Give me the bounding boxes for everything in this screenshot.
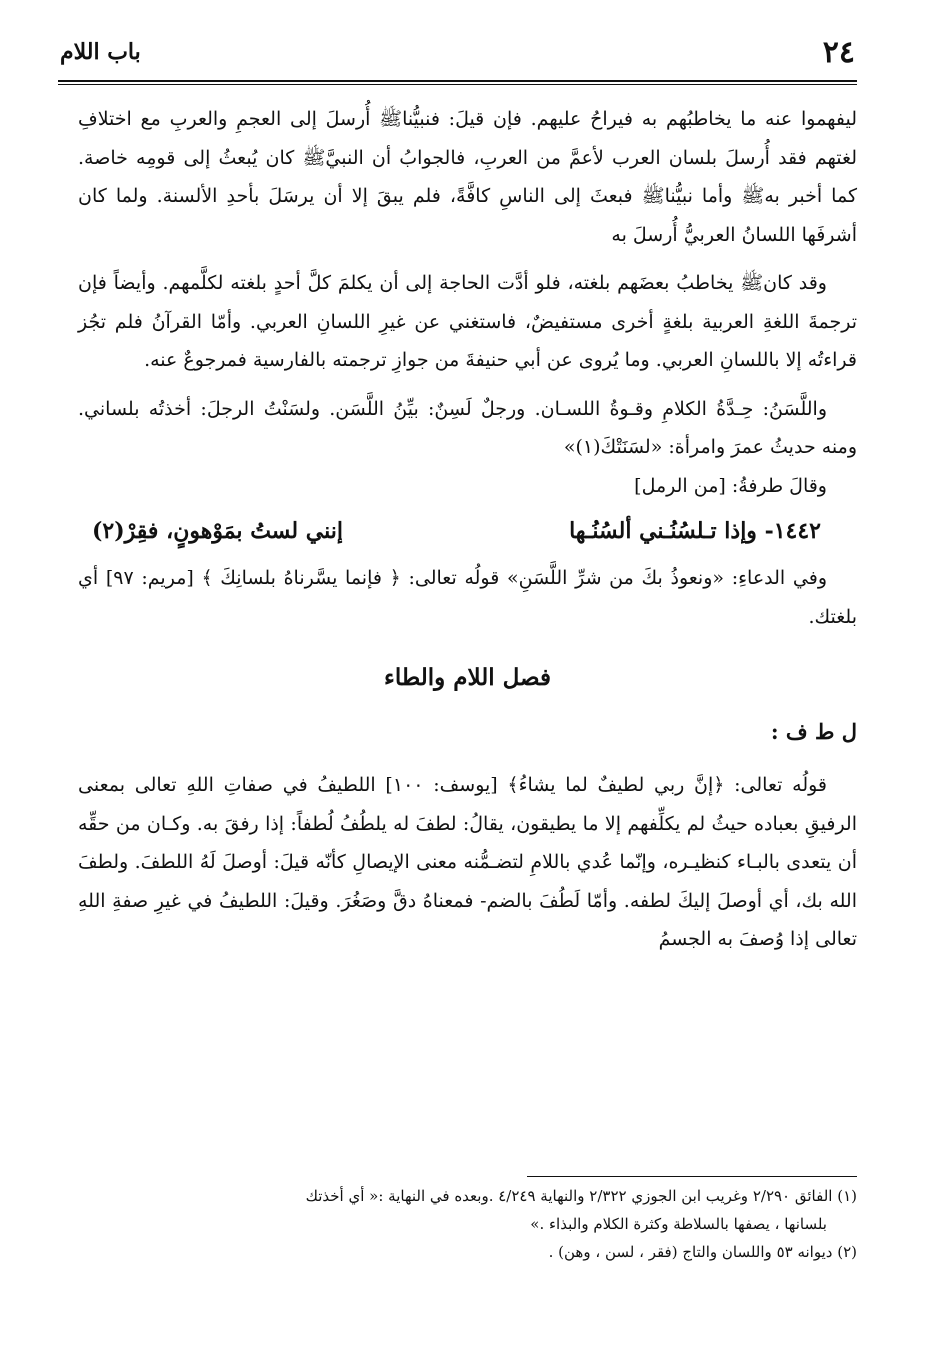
paragraph-2: وقد كانﷺ يخاطبُ بعضَهم بلغته، فلو أدَّت الحاجة إلى أن يكلمَ كلَّ أحدٍ بلغته لكلَّمهم. وأيضاً فإن ترجمةَ اللغةِ العربية بلغةٍ أخرى مستفيضٌ، فاستغني عن غيرِ اللسانِ العربي. وأمّا القرآنُ فلم تجُز قراءتُه إلا باللسانِ العربي. وما يُروى عن أبي حنيفةَ من جوازِ ترجمته بالفارسية فمرجوعٌ عنه. (78, 272, 857, 371)
verse-second-hemistich: إنني لستُ بمَوْهونٍ، فقِرْ(٢) (92, 518, 343, 544)
paragraph-5: قولُه تعالى: ﴿إنَّ ربي لطيفٌ لما يشاءُ﴾ [يوسف: ١٠٠] اللطيفُ في صفاتِ اللهِ تعالى بمعنى الرفيقِ بعباده حيثُ لم يكلِّفهم إلا ما يطيقون، يقالُ: لطفَ له يلطُفُ لُطفاً: إذا رفقَ به. وكـان من حقِّه أن يتعدى بالبـاء كنظيـره، وإنّما عُدي باللامِ لتضـمُّنه معنى الإيصالِ كأنّه قيلَ: أوصلَ لَهُ اللطفَ. ولطفَ الله بك، أي أوصلَ إليكَ لطفه. وأمّا لَطُفَ بالضم- فمعناهُ دقَّ وصَغُرَ. وقيلَ: اللطيفُ في غيرِ صفةِ اللهِ تعالى إذا وُصفَ به الجسمُ (78, 774, 857, 950)
root-heading: ل ط ف : (770, 719, 857, 744)
page-header (60, 30, 855, 74)
verse-first-hemistich: ١٤٤٢- وإذا تـلسُنُـني ألسُنُـها (569, 518, 821, 544)
header-rule-thin (58, 84, 857, 85)
main-text (78, 100, 857, 959)
poetry-verse (78, 511, 857, 551)
footnotes (78, 1182, 857, 1266)
footnote-1-continued: بلسانها ، يصفها بالسلاطة وكثرة الكلام والبذاء .» (530, 1215, 827, 1233)
footnote-1: (١) الفائق ٢/٢٩٠ وغريب ابن الجوزي ٢/٣٢٢ والنهاية ٤/٢٤٩ .وبعده في النهاية :« أي أخذتك (305, 1187, 857, 1205)
paragraph-3: واللَّسَنُ: حِـدَّةُ الكلامِ وقـوةُ اللسـان. ورجلٌ لَسِنٌ: بيِّنُ اللَّسَن. ولسَنْتُ الرجلَ: أخذتُه بلساني. ومنه حديثُ عمرَ وامرأة: «لسَنَتْكَ(١)» (78, 397, 857, 458)
header-rule (58, 80, 857, 82)
section-heading: فصل اللام والطاء (384, 664, 551, 691)
running-title: باب اللام (60, 39, 141, 65)
meter-line: وقالَ طرفةُ: [من الرمل] (634, 474, 827, 497)
page-number: ٢٤ (822, 34, 855, 70)
paragraph-1: ليفهموا عنه ما يخاطبُهم به فيراحُ عليهم. فإن قيلَ: فنبيُّناﷺ أُرسلَ إلى العجمِ والعربِ مع اختلافِ لغتهم فقد أُرسلَ بلسان العرب لأعمَّ من العربِ، فالجوابُ أن النبيَّﷺ كان يُبعثُ إلى قومِه خاصة. كما أخبر بهﷺ وأما نبيُّناﷺ فبعثَ إلى الناسِ كافَّةً، فلم يبقَ إلا أن يرسَلَ بأحدِ الألسنة. ولما كان أشرفَها اللسانُ العربيُّ أُرسلَ به (78, 108, 857, 246)
paragraph-4: وفي الدعاءِ: «ونعوذُ بكَ من شرِّ اللَّسَنِ» قولُه تعالى: ﴿ فإنما يسَّرناهُ بلسانِكَ ﴾ [مريم: ٩٧] أي بلغتك. (78, 567, 857, 628)
footnote-rule (527, 1176, 857, 1177)
footnote-2: (٢) ديوانه ٥٣ واللسان والتاج (فقر ، لسن ، وهن) . (548, 1243, 857, 1261)
